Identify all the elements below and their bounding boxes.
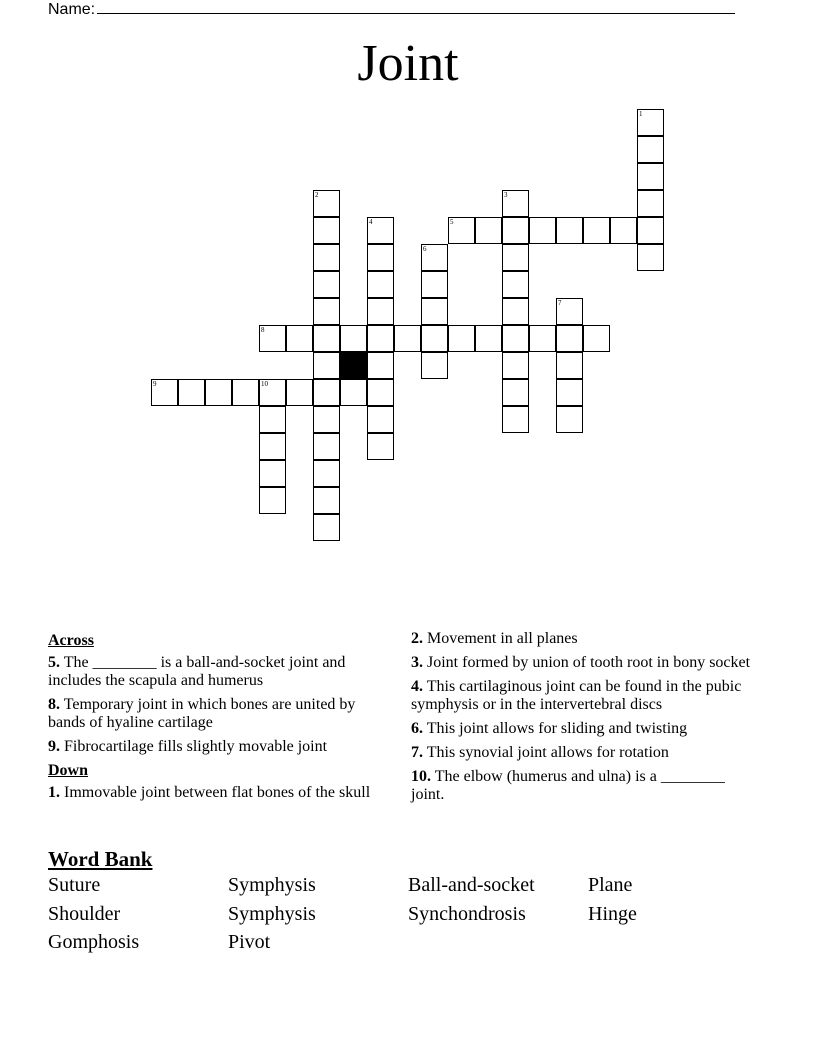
crossword-cell[interactable] <box>448 325 475 352</box>
crossword-cell[interactable] <box>313 190 340 217</box>
crossword-cell[interactable] <box>502 298 529 325</box>
clue-down-6 <box>411 720 751 738</box>
clue-text: Joint formed by union of tooth root in bony socket <box>427 654 751 671</box>
crossword-cell[interactable] <box>313 487 340 514</box>
word-bank-item: Hinge <box>588 902 637 925</box>
crossword-cell[interactable] <box>637 244 664 271</box>
cell-number: 4 <box>369 218 373 226</box>
crossword-cell[interactable] <box>259 379 286 406</box>
black-cell <box>340 352 367 379</box>
cell-number: 8 <box>261 326 265 334</box>
crossword-cell[interactable] <box>502 190 529 217</box>
clue-text: Temporary joint in which bones are united by bands of hyaline cartilage <box>48 696 356 731</box>
word-bank-item: Plane <box>588 874 633 896</box>
clues-column-left <box>48 630 388 808</box>
clue-number: 2. <box>411 630 423 647</box>
cell-number: 10 <box>261 380 268 388</box>
crossword-cell[interactable] <box>313 460 340 487</box>
crossword-cell[interactable] <box>421 244 448 271</box>
crossword-cell[interactable] <box>313 271 340 298</box>
crossword-cell[interactable] <box>394 325 421 352</box>
crossword-cell[interactable] <box>583 325 610 352</box>
crossword-cell[interactable] <box>367 217 394 244</box>
word-bank-item: Symphysis <box>228 902 316 925</box>
crossword-cell[interactable] <box>313 406 340 433</box>
crossword-cell[interactable] <box>421 352 448 379</box>
crossword-cell[interactable] <box>313 217 340 244</box>
cell-number: 7 <box>558 299 562 307</box>
down-heading: Down <box>48 762 89 779</box>
clue-number: 5. <box>48 654 60 671</box>
crossword-cell[interactable] <box>313 325 340 352</box>
clue-number: 10. <box>411 768 431 785</box>
word-bank-item: Synchondrosis <box>408 902 526 925</box>
crossword-cell[interactable] <box>178 379 205 406</box>
crossword-cell[interactable] <box>259 460 286 487</box>
crossword-cell[interactable] <box>637 109 664 136</box>
crossword-cell[interactable] <box>313 298 340 325</box>
crossword-cell[interactable] <box>475 217 502 244</box>
crossword-cell[interactable] <box>502 244 529 271</box>
crossword-cell[interactable] <box>259 325 286 352</box>
crossword-cell[interactable] <box>502 271 529 298</box>
crossword-cell[interactable] <box>259 487 286 514</box>
crossword-cell[interactable] <box>502 406 529 433</box>
word-bank-item: Ball-and-socket <box>408 874 535 896</box>
cell-number: 1 <box>639 110 643 118</box>
crossword-cell[interactable] <box>367 298 394 325</box>
clues-column-right <box>411 630 751 810</box>
crossword-cell[interactable] <box>421 325 448 352</box>
crossword-cell[interactable] <box>556 325 583 352</box>
crossword-cell[interactable] <box>313 244 340 271</box>
crossword-cell[interactable] <box>313 433 340 460</box>
word-bank-item: Pivot <box>228 931 271 953</box>
clue-text: This cartilaginous joint can be found in the pubic symphysis or in the intervertebral discs <box>411 678 742 713</box>
crossword-cell[interactable] <box>313 514 340 541</box>
word-bank-item: Shoulder <box>48 902 121 925</box>
crossword-cell[interactable] <box>421 298 448 325</box>
crossword-cell[interactable] <box>556 352 583 379</box>
clue-down-7 <box>411 744 751 762</box>
clue-number: 6. <box>411 720 423 737</box>
clue-number: 1. <box>48 784 60 801</box>
crossword-cell[interactable] <box>448 217 475 244</box>
clue-number: 9. <box>48 738 60 755</box>
across-heading: Across <box>48 632 94 649</box>
crossword-cell[interactable] <box>259 406 286 433</box>
crossword-cell[interactable] <box>340 325 367 352</box>
clue-text: The elbow (humerus and ulna) is a ________ joint. <box>411 768 725 803</box>
crossword-cell[interactable] <box>610 217 637 244</box>
crossword-cell[interactable] <box>529 325 556 352</box>
crossword-cell[interactable] <box>556 298 583 325</box>
crossword-cell[interactable] <box>556 379 583 406</box>
crossword-cell[interactable] <box>502 379 529 406</box>
clue-down-10 <box>411 768 751 804</box>
crossword-cell[interactable] <box>475 325 502 352</box>
crossword-cell[interactable] <box>637 136 664 163</box>
clue-down-3 <box>411 654 751 672</box>
crossword-cell[interactable] <box>502 352 529 379</box>
clue-number: 3. <box>411 654 423 671</box>
crossword-cell[interactable] <box>367 271 394 298</box>
cell-number: 9 <box>153 380 157 388</box>
word-bank-item: Suture <box>48 874 101 896</box>
clue-text: Immovable joint between flat bones of the skull <box>64 784 371 801</box>
crossword-cell[interactable] <box>151 379 178 406</box>
crossword-cell[interactable] <box>259 433 286 460</box>
clue-across-5 <box>48 654 388 690</box>
clue-number: 4. <box>411 678 423 695</box>
page-title: Joint <box>357 35 459 92</box>
crossword-cell[interactable] <box>286 325 313 352</box>
crossword-cell[interactable] <box>637 217 664 244</box>
crossword-cell[interactable] <box>313 352 340 379</box>
clue-text: The ________ is a ball-and-socket joint and includes the scapula and humerus <box>48 654 346 689</box>
clue-text: This joint allows for sliding and twisting <box>426 720 688 737</box>
clue-down-4 <box>411 678 751 714</box>
crossword-cell[interactable] <box>367 325 394 352</box>
word-bank-item: Symphysis <box>228 874 316 896</box>
crossword-cell[interactable] <box>637 190 664 217</box>
word-bank <box>48 874 768 960</box>
clue-down-2 <box>411 630 751 648</box>
clue-down-1 <box>48 784 388 802</box>
crossword-cell[interactable] <box>367 244 394 271</box>
crossword-cell[interactable] <box>340 379 367 406</box>
crossword-cell[interactable] <box>637 163 664 190</box>
crossword-cell[interactable] <box>367 352 394 379</box>
cell-number: 6 <box>423 245 427 253</box>
crossword-cell[interactable] <box>367 406 394 433</box>
crossword-cell[interactable] <box>232 379 259 406</box>
word-bank-title: Word Bank <box>48 847 153 871</box>
clue-across-9 <box>48 738 388 756</box>
crossword-cell[interactable] <box>556 217 583 244</box>
word-bank-item: Gomphosis <box>48 931 140 953</box>
crossword-cell[interactable] <box>367 379 394 406</box>
clue-text: This synovial joint allows for rotation <box>426 744 669 761</box>
clue-number: 7. <box>411 744 423 761</box>
clue-text: Movement in all planes <box>427 630 578 647</box>
cell-number: 3 <box>504 191 508 199</box>
crossword-cell[interactable] <box>502 325 529 352</box>
crossword-cell[interactable] <box>421 271 448 298</box>
cell-number: 2 <box>315 191 319 199</box>
crossword-cell[interactable] <box>205 379 232 406</box>
clue-across-8 <box>48 696 388 732</box>
crossword-cell[interactable] <box>502 217 529 244</box>
crossword-cell[interactable] <box>313 379 340 406</box>
cell-number: 5 <box>450 218 454 226</box>
clue-number: 8. <box>48 696 60 713</box>
crossword-cell[interactable] <box>583 217 610 244</box>
crossword-cell[interactable] <box>529 217 556 244</box>
name-label: Name: <box>48 1 96 18</box>
crossword-cell[interactable] <box>367 433 394 460</box>
clue-text: Fibrocartilage fills slightly movable joint <box>64 738 328 755</box>
crossword-cell[interactable] <box>556 406 583 433</box>
crossword-cell[interactable] <box>286 379 313 406</box>
